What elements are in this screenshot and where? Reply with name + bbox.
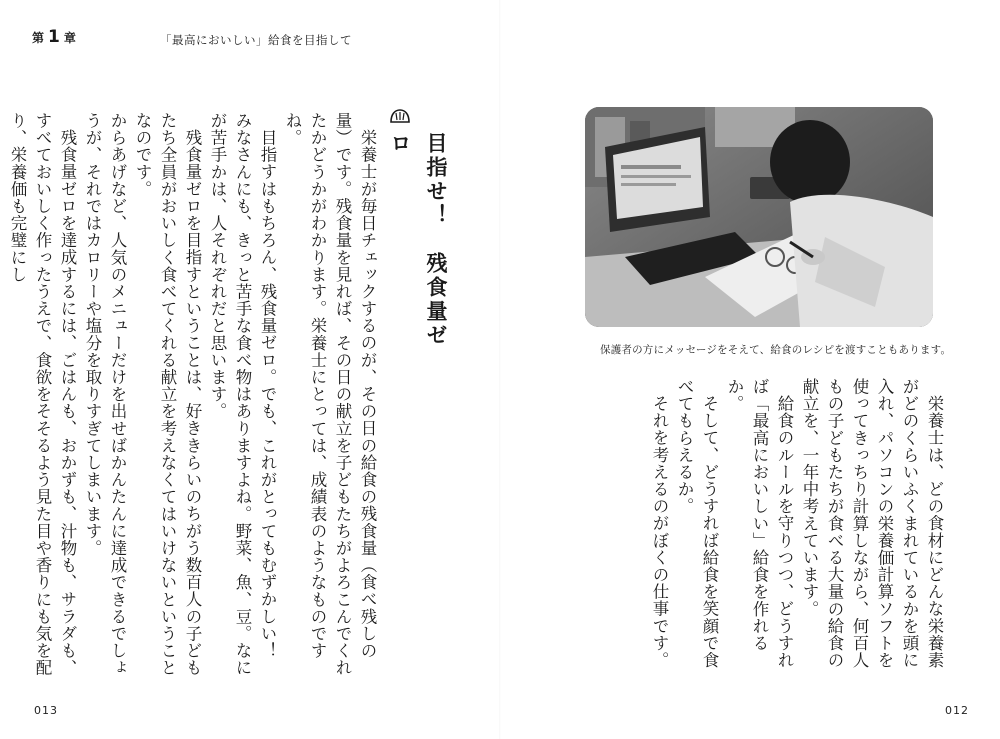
- photo-caption: 保護者の方にメッセージをそえて、給食のレシピを渡すこともあります。: [600, 344, 952, 356]
- chapter-number: 1: [48, 27, 61, 47]
- left-paragraph: 残食量ゼロを目指すということは、好ききらいのちがう数百人の子どもたち全員がおいしく食べてくれる献立を考えなくてはいけないということなのです。: [133, 112, 202, 677]
- office-photo: [585, 107, 933, 327]
- gutter-shadow: [499, 0, 501, 739]
- chapter-suffix: 章: [63, 31, 77, 45]
- left-paragraph: からあげなど、人気のメニューだけを出せばかんたんに達成できるでしょうが、それではカロリーや塩分を取りすぎてしまいます。: [83, 112, 127, 677]
- section-heading-block: [382, 108, 448, 348]
- right-paragraph: 給食のルールを守りつつ、どうすれば「最高においしい」給食を作れるか。: [725, 378, 794, 669]
- left-page-body: [8, 112, 380, 677]
- page-number-right: 012: [945, 704, 969, 717]
- chapter-label: [32, 27, 77, 47]
- bread-icon: [389, 108, 411, 124]
- left-paragraph: 栄養士が毎日チェックするのが、その日の給食の残食量（食べ残しの量）です。残食量を見れば、その日の献立を子どもたちがよろこんでくれたかどうかがわかります。栄養士にとっては、成績表のようなものですね。: [283, 112, 377, 677]
- right-paragraph: それを考えるのがぼくの仕事です。: [650, 394, 669, 669]
- right-paragraph: 栄養士は、どの食材にどんな栄養素がどのくらいふくまれているかを頭に入れ、パソコンの栄養価計算ソフトを使ってきっちり計算しながら、何百人もの子どもたちが食べる大量の給食の献立を、一年中考えています。: [800, 378, 944, 669]
- chapter-prefix: 第: [32, 31, 46, 45]
- running-title: 「最高においしい」給食を目指して: [160, 33, 352, 47]
- photo-illustration: [585, 107, 933, 327]
- section-heading: 目指せ！ 残食量ゼロ: [388, 132, 448, 348]
- right-paragraph: そして、どうすれば給食を笑顔で食べてもらえるか。: [675, 378, 719, 669]
- right-page-body: [645, 378, 947, 678]
- left-paragraph: 目指すはもちろん、残食量ゼロ。でも、これがとってもむずかしい！ みなさんにも、きっと苦手な食べ物はありますよね。野菜、魚、豆。なにが苦手かは、人それぞれだと思います。: [208, 112, 277, 677]
- page-number-left: 013: [34, 704, 58, 717]
- left-paragraph: 残食量ゼロを達成するには、ごはんも、おかずも、汁物も、サラダも、すべておいしく作ったうえで、食欲をそそるよう見た目や香りにも気を配り、栄養価も完璧にし: [8, 112, 77, 677]
